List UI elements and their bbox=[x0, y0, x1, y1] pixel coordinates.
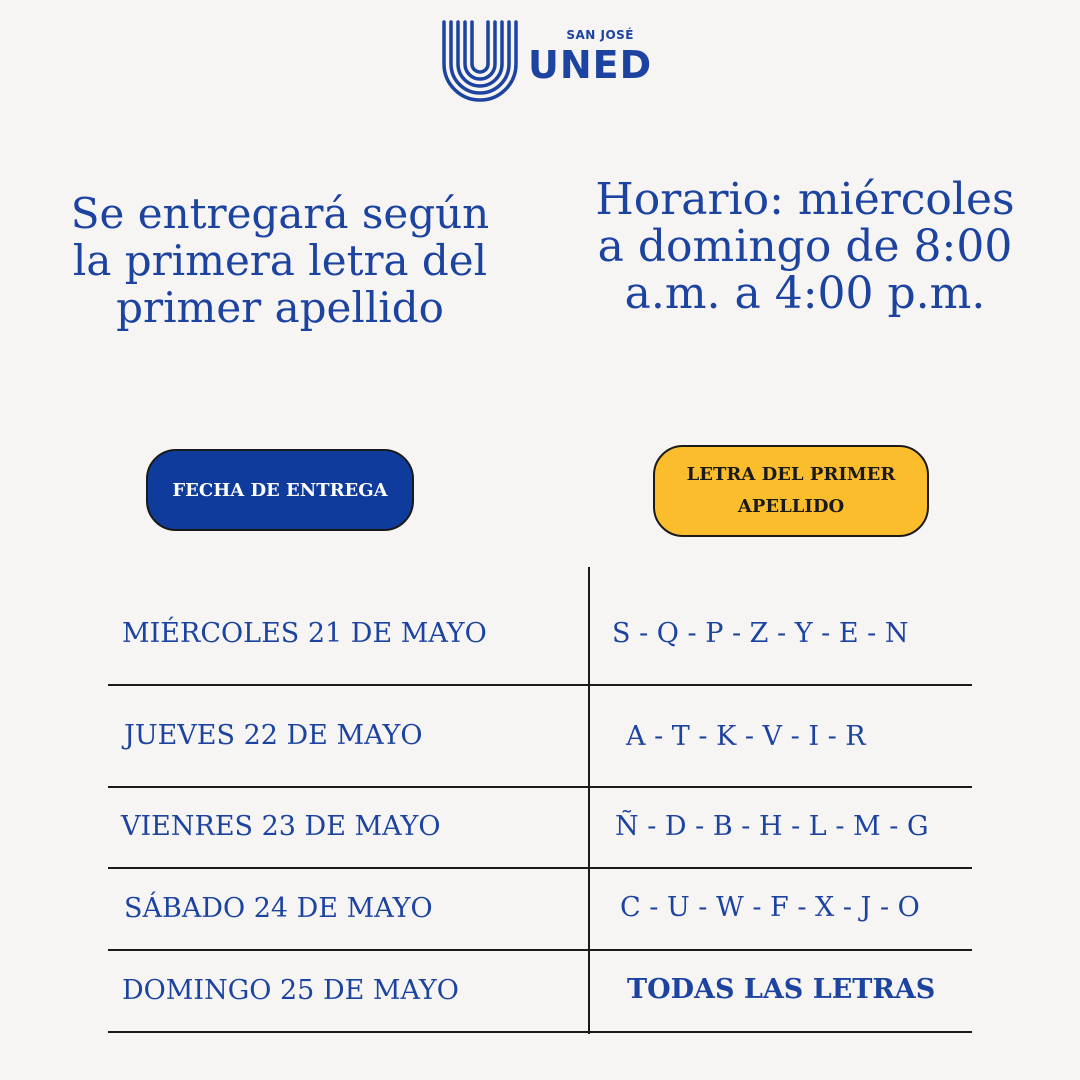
uned-logo bbox=[440, 18, 653, 104]
table-row-date: SÁBADO 24 DE MAYO bbox=[124, 893, 433, 924]
logo-location: SAN JOSÉ bbox=[566, 28, 634, 42]
delivery-rule-text: Se entregará según la primera letra del primer apellido bbox=[70, 189, 490, 332]
table-row-letters: TODAS LAS LETRAS bbox=[627, 974, 936, 1005]
table-row-letters: A - T - K - V - I - R bbox=[626, 721, 866, 752]
delivery-date-header: FECHA DE ENTREGA bbox=[146, 449, 414, 531]
table-row-date: JUEVES 22 DE MAYO bbox=[124, 720, 423, 751]
table-row-divider bbox=[108, 949, 972, 951]
table-row-date: MIÉRCOLES 21 DE MAYO bbox=[122, 618, 487, 649]
logo-name: UNED bbox=[528, 43, 653, 87]
schedule-hours-text: Horario: miércoles a domingo de 8:00 a.m. a 4:00 p.m. bbox=[595, 174, 1015, 319]
table-row-date: VIENRES 23 DE MAYO bbox=[121, 811, 441, 842]
table-row-divider bbox=[108, 867, 972, 869]
surname-letter-header: LETRA DEL PRIMER APELLIDO bbox=[653, 445, 929, 537]
table-row-divider bbox=[108, 1031, 972, 1033]
table-row-letters: Ñ - D - B - H - L - M - G bbox=[615, 811, 929, 842]
uned-logo-icon bbox=[440, 18, 520, 102]
table-row-divider bbox=[108, 786, 972, 788]
table-column-divider bbox=[588, 567, 590, 1034]
table-row-letters: C - U - W - F - X - J - O bbox=[620, 892, 920, 923]
table-row-divider bbox=[108, 684, 972, 686]
table-row-letters: S - Q - P - Z - Y - E - N bbox=[612, 618, 909, 649]
table-row-date: DOMINGO 25 DE MAYO bbox=[122, 975, 459, 1006]
